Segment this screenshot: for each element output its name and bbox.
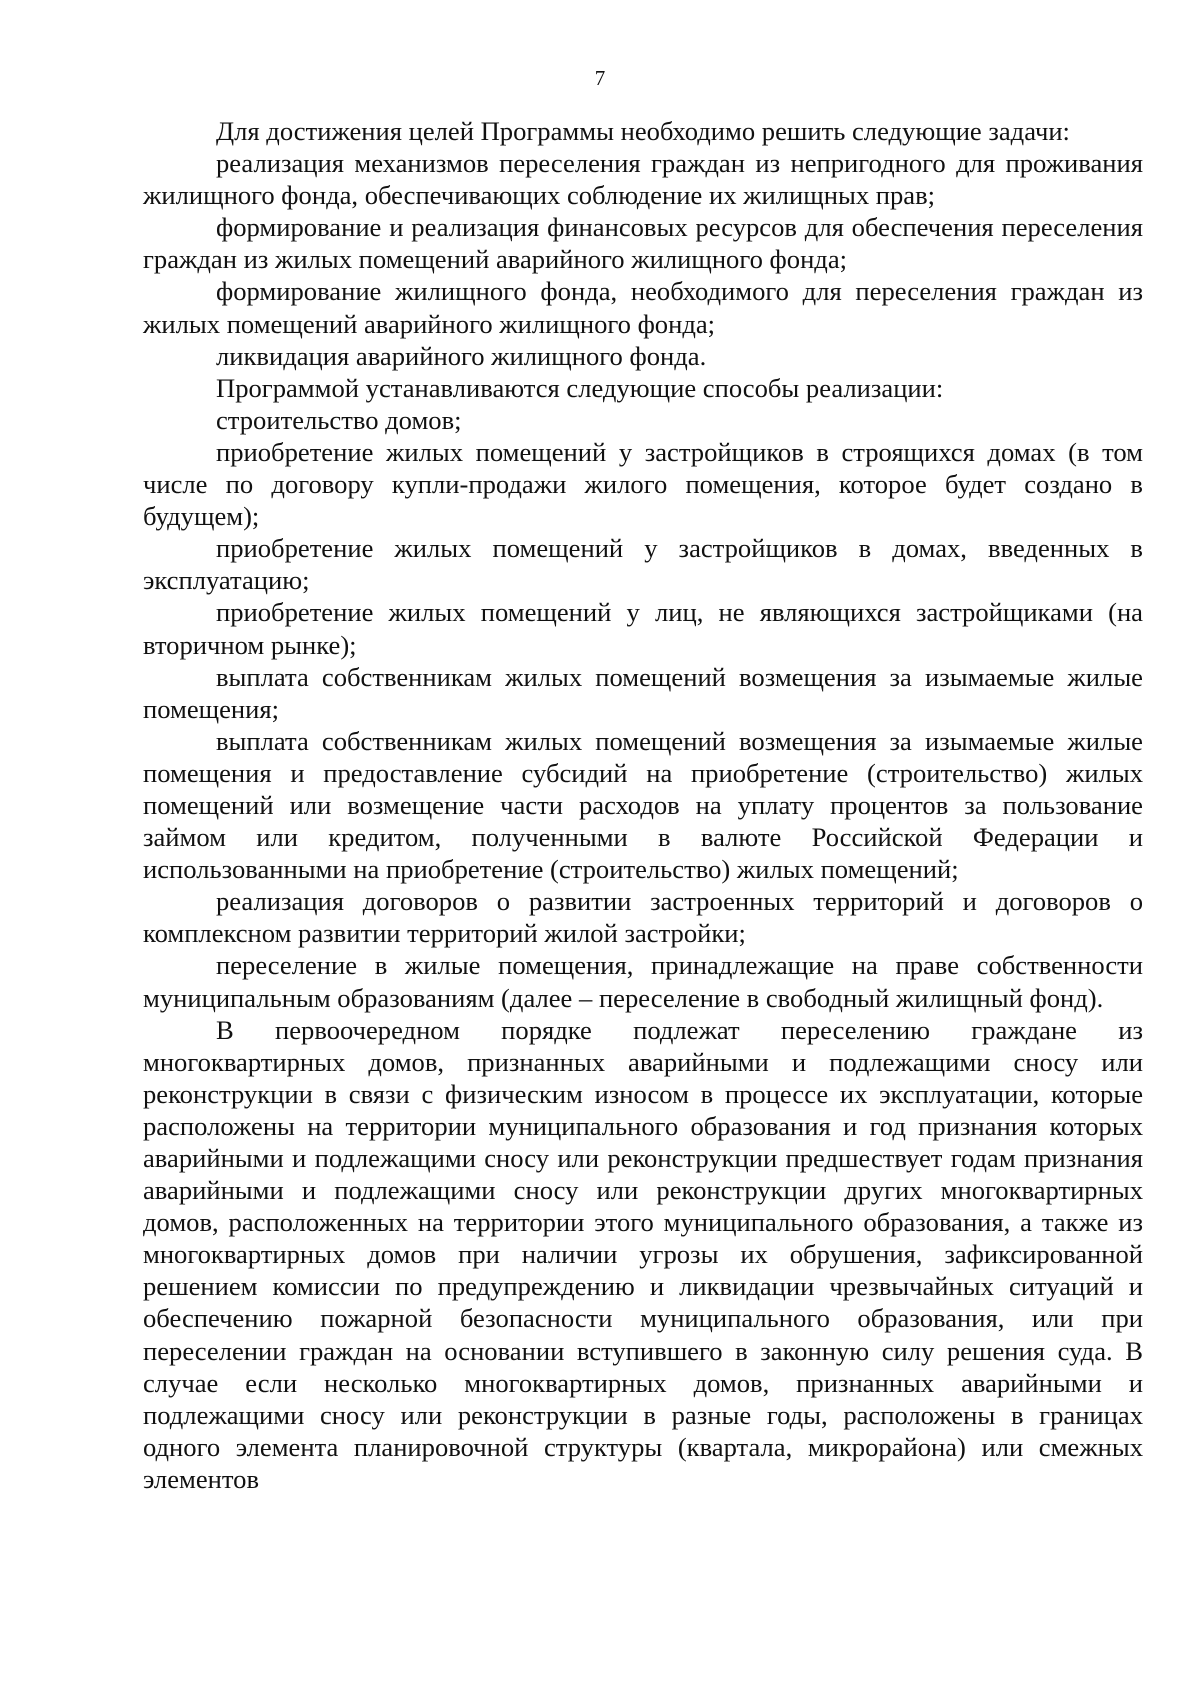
paragraph-methods-intro: Программой устанавливаются следующие способы реализации: xyxy=(216,372,944,403)
paragraph-method-territory-development: реализация договоров о развитии застроенных территорий и договоров о комплексном развитии территорий жилой застройки; xyxy=(143,886,1143,949)
page-number: 7 xyxy=(594,66,606,90)
paragraph-method-secondary-market: приобретение жилых помещений у лиц, не являющихся застройщиками (на вторичном рынке); xyxy=(143,597,1143,660)
paragraph-method-compensation: выплата собственникам жилых помещений возмещения за изымаемые жилые помещения; xyxy=(143,661,1143,724)
paragraph-goals-intro: Для достижения целей Программы необходимо решить следующие задачи: xyxy=(216,116,1070,146)
paragraph-method-compensation-subsidies: выплата собственникам жилых помещений возмещения за изымаемые жилые помещения и предоставление субсидий на приобретение (строительство) жилых помещений или возмещение части расходов на уплату процентов за пользование займом или кредитом, полученными в валюте Российской Федерации и использованными на приобретение (строительство) жилых помещений; xyxy=(143,725,1143,885)
paragraph-task-housing-stock: формирование жилищного фонда, необходимого для переселения граждан из жилых помещений аварийного жилищного фонда; xyxy=(143,276,1143,339)
paragraph-task-resettlement-mechanisms: реализация механизмов переселения граждан из непригодного для проживания жилищного фонда, обеспечивающих соблюдение их жилищных прав; xyxy=(143,148,1143,211)
paragraph-method-purchase-commissioned: приобретение жилых помещений у застройщиков в домах, введенных в эксплуатацию; xyxy=(143,533,1143,596)
document-body xyxy=(143,115,1143,1495)
paragraph-method-construction: строительство домов; xyxy=(216,404,462,435)
paragraph-task-liquidation: ликвидация аварийного жилищного фонда. xyxy=(216,340,707,371)
paragraph-task-financial-resources: формирование и реализация финансовых ресурсов для обеспечения переселения граждан из жилых помещений аварийного жилищного фонда; xyxy=(143,212,1143,275)
paragraph-priority-resettlement: В первоочередном порядке подлежат переселению граждане из многоквартирных домов, признанных аварийными и подлежащими сносу или реконструкции в связи с физическим износом в процессе их эксплуатации, которые расположены на территории муниципального образования и год признания которых аварийными и подлежащими сносу или реконструкции предшествует годам признания аварийными и подлежащими сносу или реконструкции других многоквартирных домов, расположенных на территории этого муниципального образования, а также из многоквартирных домов при наличии угрозы их обрушения, зафиксированной решением комиссии по предупреждению и ликвидации чрезвычайных ситуаций и обеспечению пожарной безопасности муниципального образования, или при переселении граждан на основании вступившего в законную силу решения суда. В случае если несколько многоквартирных домов, признанных аварийными и подлежащими сносу или реконструкции в разные годы, расположены в границах одного элемента планировочной структуры (квартала, микрорайона) или смежных элементов xyxy=(143,1014,1143,1494)
paragraph-method-municipal-stock: переселение в жилые помещения, принадлежащие на праве собственности муниципальным образованиям (далее – переселение в свободный жилищный фонд). xyxy=(143,950,1143,1013)
paragraph-method-purchase-under-construction: приобретение жилых помещений у застройщиков в строящихся домах (в том числе по договору купли-продажи жилого помещения, которое будет создано в будущем); xyxy=(143,436,1143,532)
